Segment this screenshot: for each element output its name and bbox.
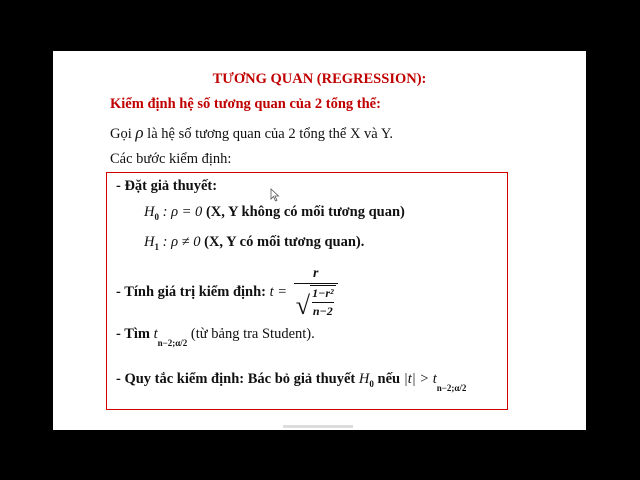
step-hypothesis: - Đặt giả thuyết: — [116, 178, 218, 194]
step4-sub: n−2;α/2 — [436, 383, 467, 393]
h1-var: H — [144, 234, 155, 250]
slide-footer-faint — [283, 425, 353, 428]
t-equals: t = — [269, 283, 288, 300]
h0-expression: : ρ = 0 — [158, 204, 203, 220]
fraction-bar — [294, 283, 338, 284]
t-critical-sub: n−2;α/2 — [157, 338, 188, 348]
h1-sub: 1 — [154, 242, 159, 252]
fraction-numerator: r — [312, 266, 319, 281]
definition-line — [110, 123, 393, 143]
h0-sub: 0 — [154, 212, 159, 222]
steps-box — [106, 172, 508, 410]
step-critical-value — [116, 326, 315, 348]
radicand-denominator: n−2 — [312, 304, 333, 318]
hypothesis-h1 — [144, 234, 364, 251]
rho-symbol: ρ — [135, 123, 144, 142]
h1-text: (X, Y có mối tương quan). — [200, 234, 365, 250]
h1-expression: : ρ ≠ 0 — [158, 234, 201, 250]
t-critical: t — [153, 326, 158, 342]
radicand — [310, 285, 336, 319]
step4-prefix: - Quy tắc kiểm định: Bác bỏ giả thuyết — [116, 371, 359, 387]
definition-suffix: là hệ số tương quan của 2 tổng thể X và Y. — [143, 126, 394, 142]
slide — [53, 51, 586, 430]
steps-intro: Các bước kiểm định: — [110, 151, 232, 167]
mouse-cursor-icon — [270, 188, 280, 202]
h0-text: (X, Y không có mối tương quan) — [202, 204, 405, 220]
step3-prefix: - Tìm — [116, 326, 154, 342]
hypothesis-h0 — [144, 204, 405, 221]
step4-h: H — [358, 371, 370, 387]
h0-var: H — [144, 204, 155, 220]
step4-h-sub: 0 — [369, 379, 374, 389]
slide-title: TƯƠNG QUAN (REGRESSION): — [212, 71, 427, 87]
radical-sign: √ — [295, 291, 311, 320]
radicand-bar — [312, 302, 334, 303]
definition-prefix: Gọi — [110, 126, 136, 142]
t-formula-fraction — [294, 266, 338, 319]
fraction-denominator — [296, 285, 336, 319]
step4-mid: nếu — [373, 371, 404, 387]
step4-inequality: |t| > t — [403, 371, 437, 387]
step-test-statistic — [116, 266, 338, 319]
radicand-numerator: 1−r² — [312, 286, 334, 300]
step2-label: - Tính giá trị kiểm định: — [116, 283, 270, 300]
step3-suffix: (từ bảng tra Student). — [187, 326, 315, 342]
slide-subheading: Kiểm định hệ số tương quan của 2 tổng thể: — [110, 96, 381, 112]
